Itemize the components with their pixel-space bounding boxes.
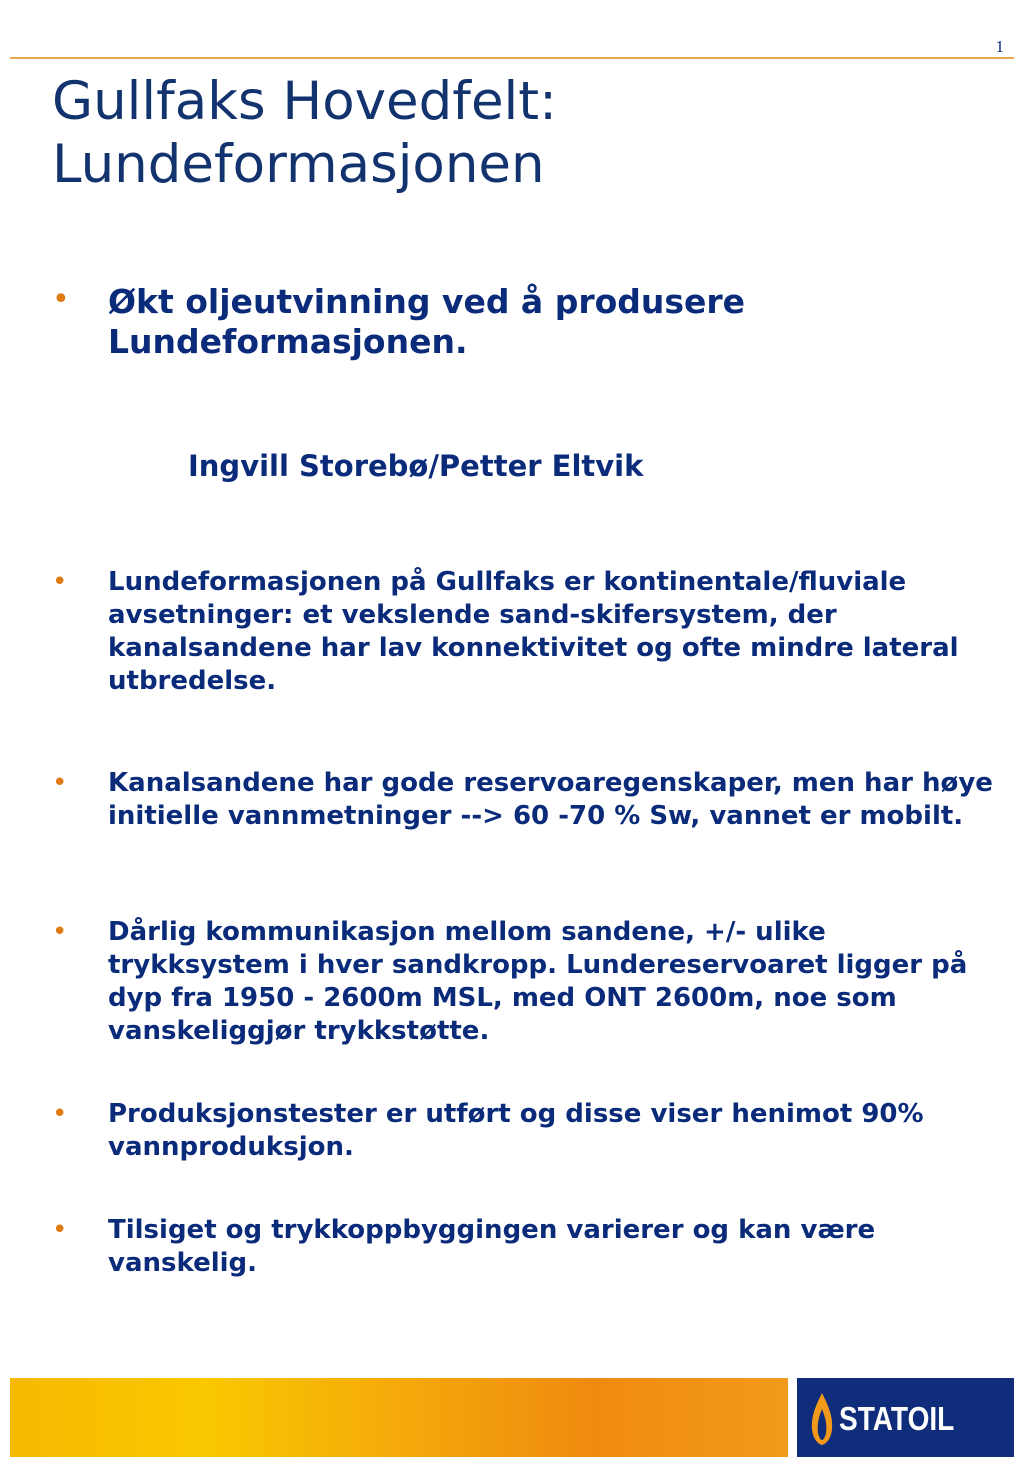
bullet-text: Kanalsandene har gode reservoaregenskaper, men har høye initielle vannmetninger --> 60 -70 % Sw, vannet er mobilt. xyxy=(108,768,993,831)
bullet-item xyxy=(52,1214,1002,1280)
top-divider xyxy=(10,57,1014,59)
bullet-icon: • xyxy=(52,1099,68,1129)
page-number: 1 xyxy=(995,37,1004,56)
bullet-text: Tilsiget og trykkoppbyggingen varierer og kan være vanskelig. xyxy=(108,1215,876,1278)
flame-icon xyxy=(811,1393,833,1445)
bullet-item xyxy=(52,566,1002,698)
bullet-text: Dårlig kommunikasjon mellom sandene, +/- ulike trykksystem i hver sandkropp. Lundereservoaret ligger på dyp fra 1950 - 2600m MSL, med ONT 2600m, noe som vanskeliggjør trykkstøtte. xyxy=(108,917,968,1046)
title-line-1: Gullfaks Hovedfelt: xyxy=(52,71,557,132)
authors: Ingvill Storebø/Petter Eltvik xyxy=(188,449,644,483)
bullet-item xyxy=(52,767,1002,833)
bullet-icon: • xyxy=(52,917,68,947)
bullet-icon: • xyxy=(52,282,70,317)
lead-bullet xyxy=(52,282,992,362)
bullet-icon: • xyxy=(52,1215,68,1245)
page-title xyxy=(52,70,992,196)
bullet-icon: • xyxy=(52,567,68,597)
bullet-item xyxy=(52,1098,1002,1164)
bullet-text: Produksjonstester er utført og disse viser henimot 90% vannproduksjon. xyxy=(108,1099,924,1162)
lead-text: Økt oljeutvinning ved å produsere Lundeformasjonen. xyxy=(108,282,746,361)
footer-gradient-band xyxy=(10,1378,788,1457)
logo-text: STATOIL xyxy=(839,1400,955,1437)
statoil-logo xyxy=(797,1378,1014,1457)
title-line-2: Lundeformasjonen xyxy=(52,134,545,195)
bullet-icon: • xyxy=(52,768,68,798)
bullet-item xyxy=(52,916,1002,1048)
bullet-text: Lundeformasjonen på Gullfaks er kontinentale/fluviale avsetninger: et vekslende sand-skifersystem, der kanalsandene har lav konnektivitet og ofte mindre lateral utbredelse. xyxy=(108,567,959,696)
